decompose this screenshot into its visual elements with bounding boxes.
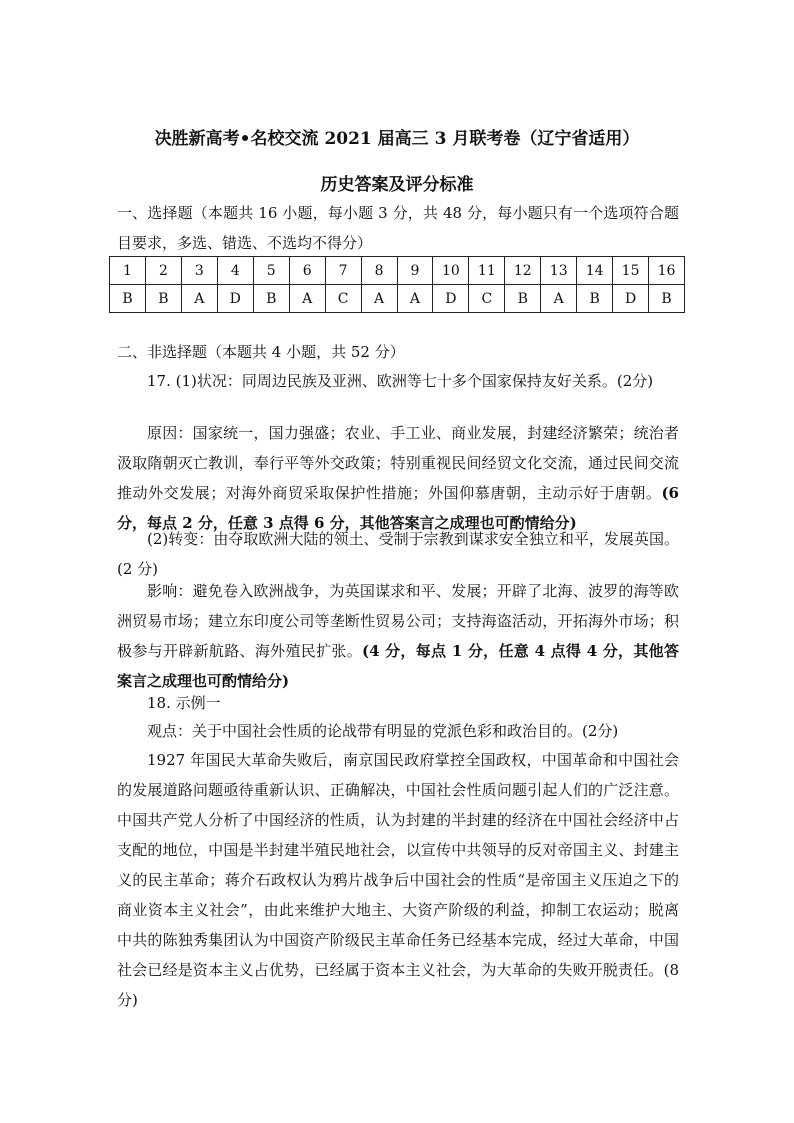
- question-number-cell: 7: [325, 257, 361, 285]
- section2-heading: 二、非选择题（本题共 4 小题，共 52 分）: [117, 343, 405, 361]
- answer-cell: B: [505, 285, 541, 313]
- answer-cell: B: [577, 285, 613, 313]
- answer-cell: D: [613, 285, 649, 313]
- page-title: 决胜新高考•名校交流 2021 届高三 3 月联考卷（辽宁省适用）: [154, 129, 640, 149]
- answer-cell: D: [433, 285, 469, 313]
- q17-reasons-text: 原因：国家统一，国力强盛；农业、手工业、商业发展，封建经济繁荣；统治者汲取隋朝灭亡教训，奉行平等外交政策；特别重视民间经贸文化交流，通过民间交流推动外交发展；对海外商贸采取保护性措施；外国仰慕唐朝，主动示好于唐朝。: [117, 424, 679, 502]
- answer-cell: B: [253, 285, 289, 313]
- answer-cell: C: [325, 285, 361, 313]
- q17-part2-change: (2)转变：由夺取欧洲大陆的领土、受制于宗教到谋求安全独立和平，发展英国。(2 分): [117, 530, 679, 578]
- question-number-cell: 10: [433, 257, 469, 285]
- q18-body: 1927 年国民大革命失败后，南京国民政府掌控全国政权，中国革命和中国社会的发展道路问题亟待重新认识、正确解决，中国社会性质问题引起人们的广泛注意。中国共产党人分析了中国经济的性质，认为封建的半封建的经济在中国社会经济中占支配的地位，中国是半封建半殖民地社会，以宣传中共领导的反对帝国主义、封建主义的民主革命；蒋介石政权认为鸦片战争后中国社会的性质“是帝国主义压迫之下的商业资本主义社会”，由此来维护大地主、大资产阶级的利益，抑制工农运动；脱离中共的陈独秀集团认为中国资产阶级民主革命任务已经基本完成，经过大革命，中国社会已经是资本主义占优势，已经属于资本主义社会，为大革命的失败开脱责任。(8分): [117, 751, 679, 1009]
- answer-cell: B: [145, 285, 181, 313]
- question-number-cell: 16: [649, 257, 685, 285]
- q17-reasons-score: (6 分，每点 2 分，任意 3 点得 6 分，其他答案言之成理也可酌情给分): [117, 484, 679, 532]
- answer-cell: C: [469, 285, 505, 313]
- q17-part1-reasons: [117, 418, 679, 538]
- question-number-cell: 14: [577, 257, 613, 285]
- section1-heading: 一、选择题（本题共 16 小题，每小题 3 分，共 48 分，每小题只有一个选项符合题目要求，多选、错选、不选均不得分）: [117, 204, 679, 252]
- q17-part1-status: 17. (1)状况：同周边民族及亚洲、欧洲等七十多个国家保持友好关系。(2分): [147, 372, 654, 390]
- question-number-cell: 1: [110, 257, 146, 285]
- answer-table-number-row: [110, 257, 685, 285]
- q17-impact-text: 影响：避免卷入欧洲战争，为英国谋求和平、发展；开辟了北海、波罗的海等欧洲贸易市场；建立东印度公司等垄断性贸易公司；支持海盗活动，开拓海外市场；积极参与开辟新航路、海外殖民扩张。: [117, 582, 679, 660]
- question-number-cell: 11: [469, 257, 505, 285]
- question-number-cell: 4: [217, 257, 253, 285]
- answer-table-answer-row: [110, 285, 685, 313]
- answer-cell: A: [397, 285, 433, 313]
- answer-cell: B: [110, 285, 146, 313]
- question-number-cell: 15: [613, 257, 649, 285]
- page-subtitle: 历史答案及评分标准: [320, 175, 474, 195]
- question-number-cell: 9: [397, 257, 433, 285]
- question-number-cell: 6: [289, 257, 325, 285]
- question-number-cell: 3: [181, 257, 217, 285]
- answer-cell: A: [361, 285, 397, 313]
- answer-cell: A: [289, 285, 325, 313]
- question-number-cell: 2: [145, 257, 181, 285]
- q17-part2-impact: [117, 576, 679, 696]
- answer-cell: A: [181, 285, 217, 313]
- question-number-cell: 5: [253, 257, 289, 285]
- answer-cell: A: [541, 285, 577, 313]
- question-number-cell: 12: [505, 257, 541, 285]
- answer-cell: B: [649, 285, 685, 313]
- q17-impact-score: (4 分，每点 1 分，任意 4 点得 4 分，其他答案言之成理也可酌情给分): [117, 642, 679, 690]
- q18-title: 18. 示例一: [147, 694, 221, 712]
- question-number-cell: 8: [361, 257, 397, 285]
- answer-table: [109, 256, 685, 313]
- answer-cell: D: [217, 285, 253, 313]
- question-number-cell: 13: [541, 257, 577, 285]
- q18-viewpoint: 观点：关于中国社会性质的论战带有明显的党派色彩和政治目的。(2分): [147, 722, 619, 740]
